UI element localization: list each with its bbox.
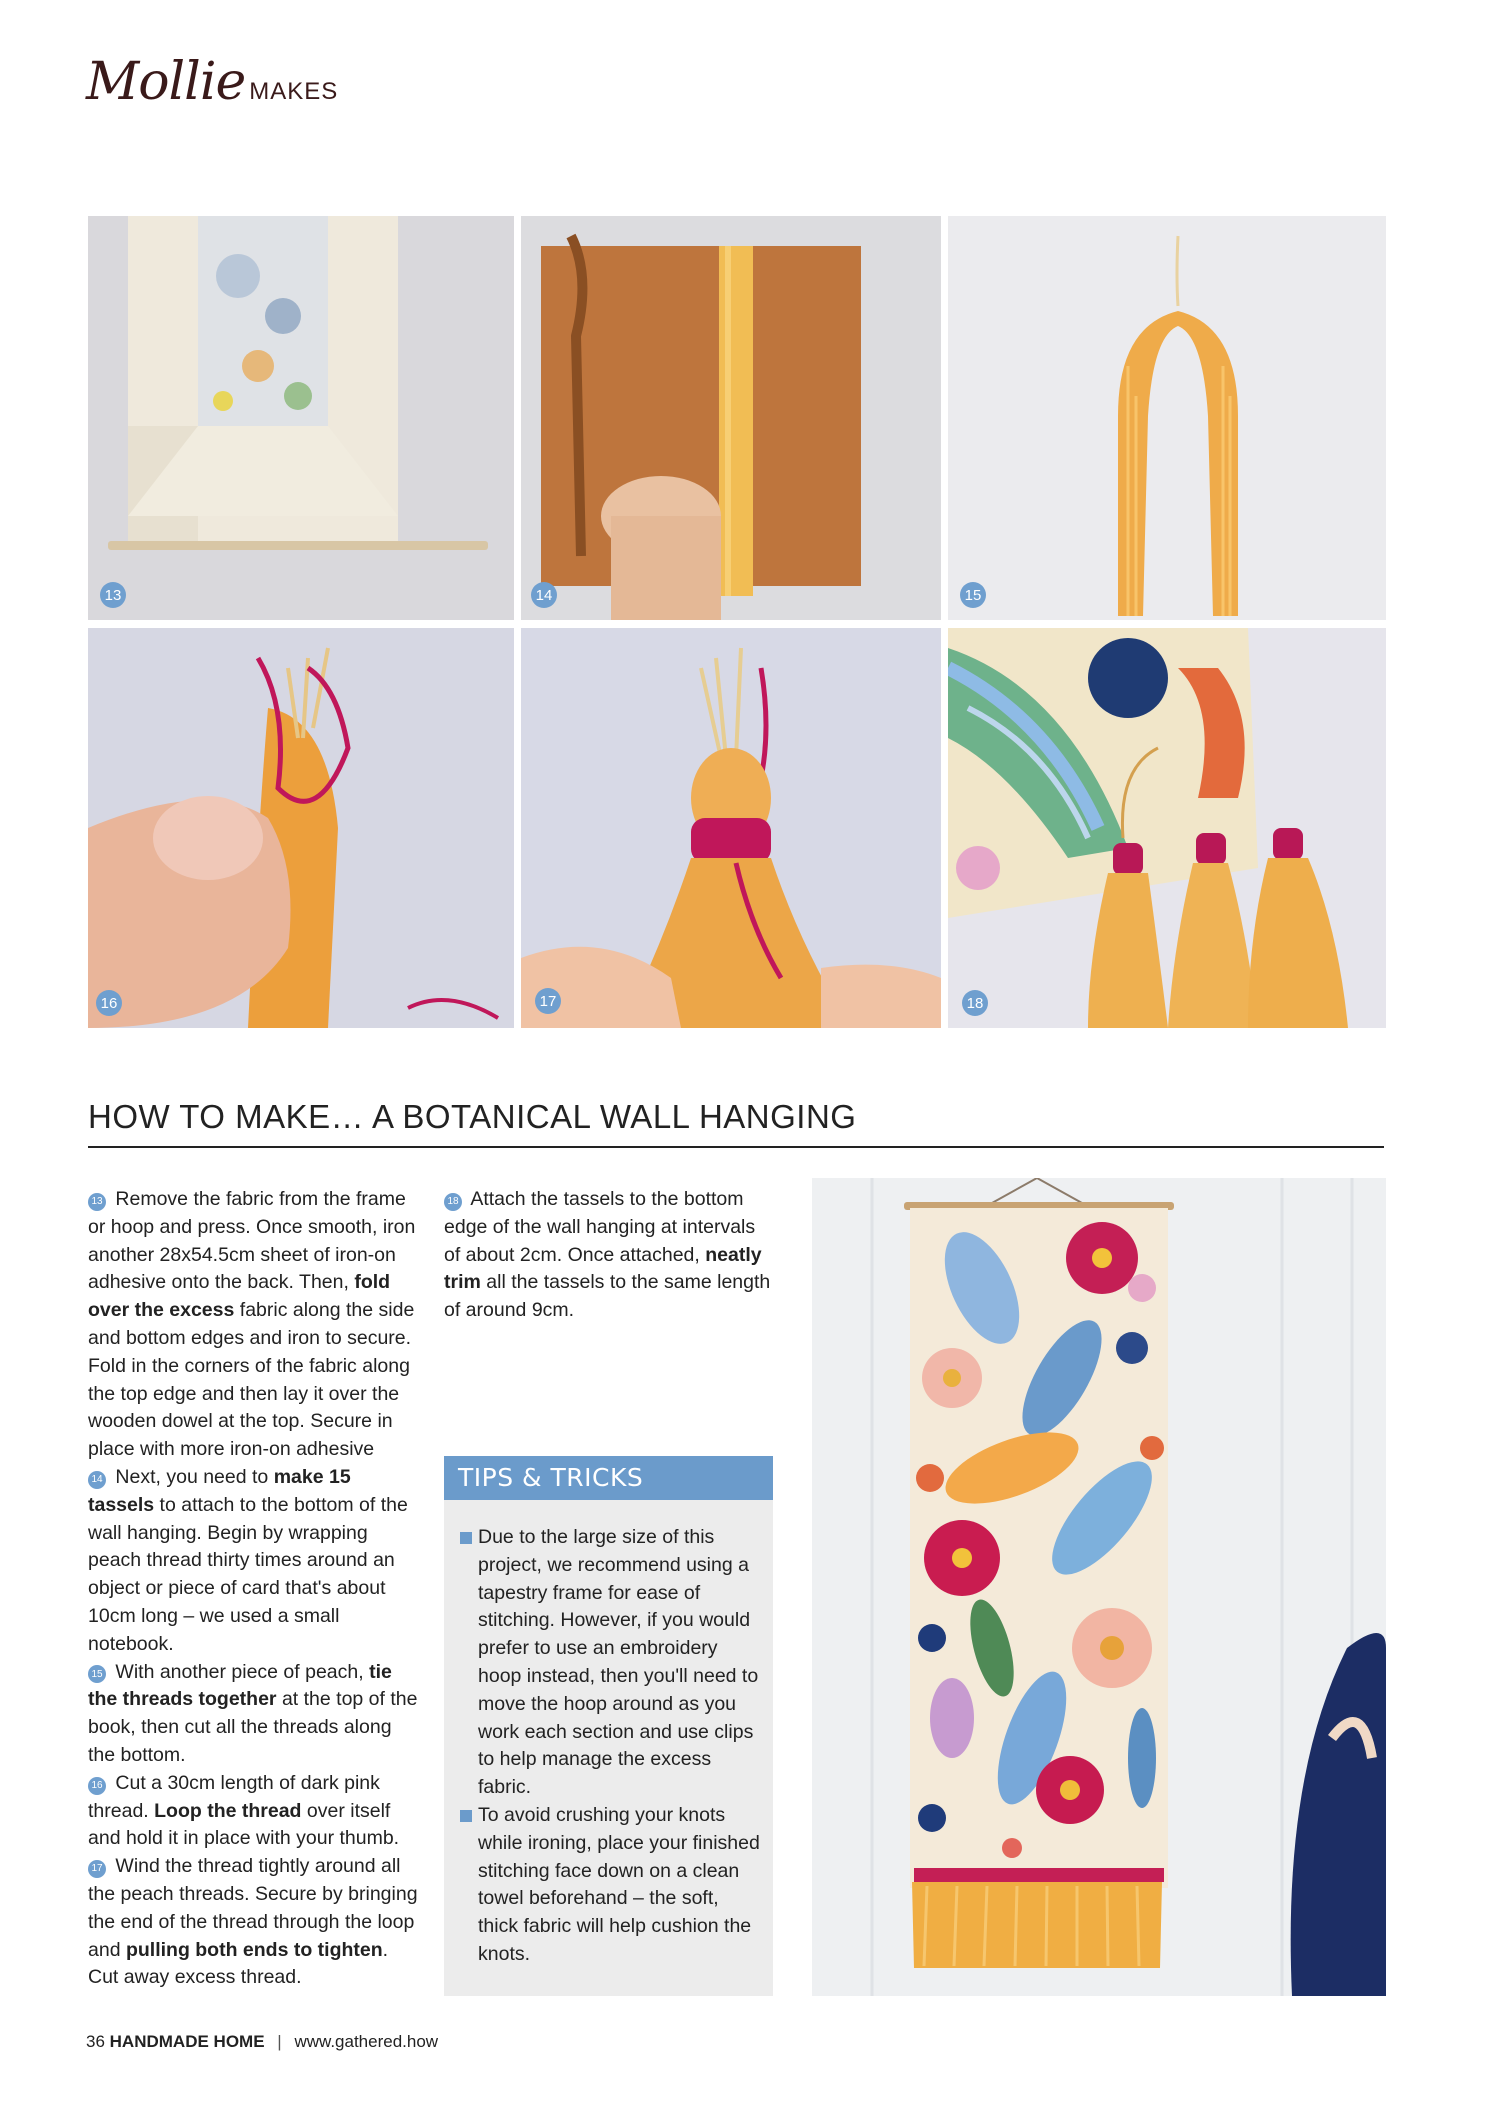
photo-number-badge: 18 <box>962 990 988 1016</box>
instructions-column-2 <box>444 1186 774 1325</box>
step-number-badge: 13 <box>88 1193 106 1211</box>
footer-separator: | <box>277 2032 282 2051</box>
bullet-square-icon <box>460 1810 472 1822</box>
tip-item: To avoid crushing your knots while ironing, place your finished stitching face down on a clean towel beforehand – the soft, thick fabric will help cushion the knots. <box>460 1802 760 1969</box>
photo-step-18 <box>948 628 1386 1028</box>
photo-number-badge: 17 <box>535 988 561 1014</box>
photo-step-16 <box>88 628 514 1028</box>
photo-number-badge: 15 <box>960 582 986 608</box>
tips-heading: TIPS & TRICKS <box>444 1456 773 1500</box>
photo-step-13 <box>88 216 514 620</box>
bullet-square-icon <box>460 1532 472 1544</box>
step-number-badge: 18 <box>444 1193 462 1211</box>
page-number: 36 <box>86 2032 105 2051</box>
photo-step-14 <box>521 216 941 620</box>
magazine-name: HANDMADE HOME <box>109 2032 265 2051</box>
step-number-badge: 17 <box>88 1860 106 1878</box>
brand-makes: MAKES <box>249 78 339 105</box>
photo-number-badge: 14 <box>531 582 557 608</box>
photo-step-15 <box>948 216 1386 620</box>
section-title: HOW TO MAKE… A BOTANICAL WALL HANGING <box>88 1098 857 1135</box>
step-number-badge: 16 <box>88 1777 106 1795</box>
step-14: 14 Next, you need to make 15 tassels to attach to the bottom of the wall hanging. Begin by wrapping peach thread thirty times around an object or piece of card that's about 10cm long – we used a small notebook. <box>88 1465 408 1655</box>
step-18: 18 Attach the tassels to the bottom edge of the wall hanging at intervals of about 2cm. Once attached, neatly trim all the tassels to the same length of around 9cm. <box>444 1188 771 1322</box>
instructions-column-1 <box>88 1186 418 1992</box>
page-footer <box>86 2032 438 2052</box>
title-divider <box>88 1146 1384 1148</box>
brand-logo <box>86 52 338 112</box>
tips-list <box>460 1524 760 1969</box>
footer-url[interactable]: www.gathered.how <box>294 2032 439 2051</box>
step-16: 16 Cut a 30cm length of dark pink thread. Loop the thread over itself and hold it in place with your thumb. <box>88 1771 400 1850</box>
step-15: 15 With another piece of peach, tie the threads together at the top of the book, then cut all the threads along the bottom. <box>88 1660 418 1766</box>
step-number-badge: 15 <box>88 1665 106 1683</box>
brand-script: Mollie <box>86 52 246 112</box>
photo-step-17 <box>521 628 941 1028</box>
photo-number-badge: 16 <box>96 990 122 1016</box>
photo-number-badge: 13 <box>100 582 126 608</box>
step-13: 13 Remove the fabric from the frame or hoop and press. Once smooth, iron another 28x54.5cm sheet of iron-on adhesive onto the back. Then, fold over the excess fabric along the side and bottom edges and iron to secure. Fold in the corners of the fabric along the top edge and then lay it over the wooden dowel at the top. Secure in place with more iron-on adhesive <box>88 1188 416 1461</box>
tip-item: Due to the large size of this project, we recommend using a tapestry frame for ease of stitching. However, if you would prefer to use an embroidery hoop instead, then you'll need to move the hoop around as you work each section and use clips to help manage the excess fabric. <box>460 1524 760 1802</box>
finished-wall-hanging-photo <box>812 1178 1386 1996</box>
step-17: 17 Wind the thread tightly around all the peach threads. Secure by bringing the end of the thread through the loop and pulling both ends to tighten. Cut away excess thread. <box>88 1855 418 1989</box>
step-number-badge: 14 <box>88 1471 106 1489</box>
tips-box <box>444 1456 773 1996</box>
